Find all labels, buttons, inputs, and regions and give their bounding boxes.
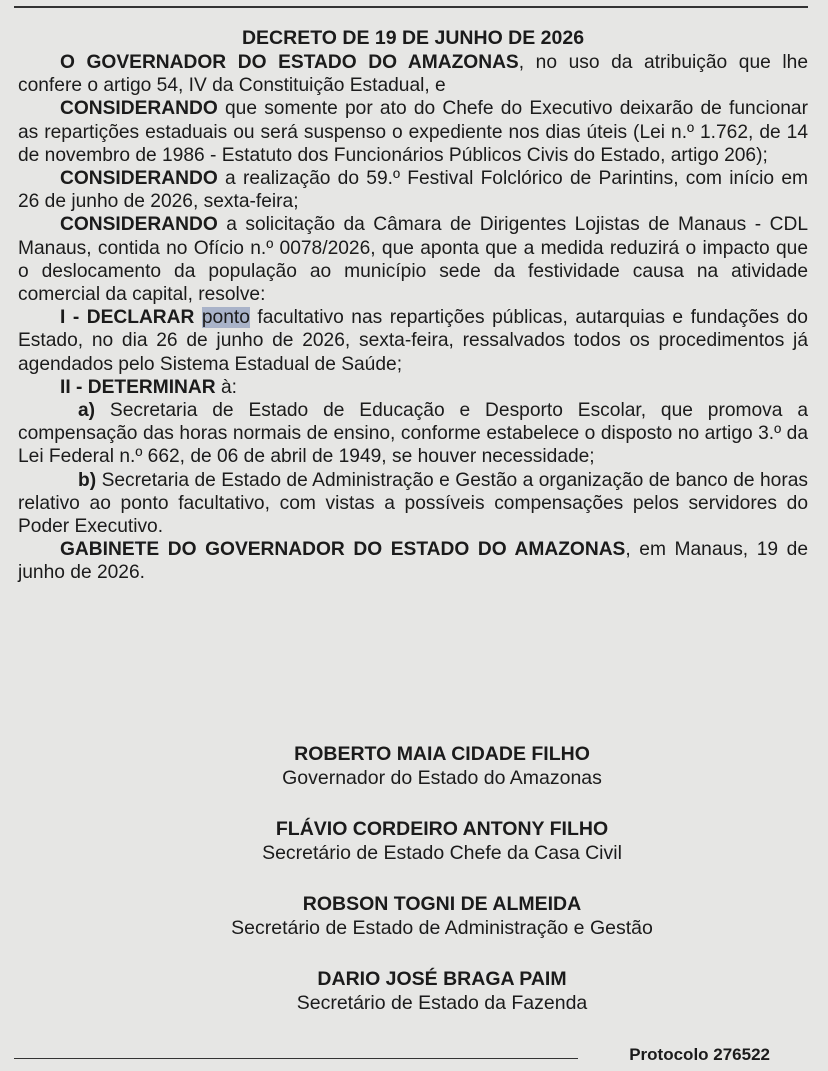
signatory-name: ROBERTO MAIA CIDADE FILHO [294,743,590,765]
signatory-role: Secretário de Estado da Fazenda [296,992,588,1014]
top-rule [14,6,808,8]
signature-2 [0,818,828,865]
considerando-paragraph-3 [18,213,808,306]
item-letter: b) [78,469,97,491]
closing-bold: GABINETE DO GOVERNADOR DO ESTADO DO AMAZONAS [60,539,626,561]
considerando-text: que somente por ato do Chefe do Executivo deixarão de funcionar as repartições estaduais ou será suspenso o expediente nos dias úteis (Lei n.º 1.762, de 14 de novembro de 1986 - Estatuto dos Funcionários Públicos Civis do Estado, artigo 206); [18,98,808,166]
considerando-text: a realização do 59.º Festival Folclórico de Parintins, com início em 26 de junho de 2026, sexta-feira; [18,168,808,213]
item-text: Secretaria de Estado de Administração e Gestão a organização de banco de horas relativo ao ponto facultativo, com vistas a possíveis compensações pelos servidores do Poder Executivo. [18,469,808,538]
item-letter: a) [78,400,96,422]
decree-title: DECRETO DE 19 DE JUNHO DE 2026 [241,27,585,49]
signatory-role: Secretário de Estado de Administração e Gestão [231,917,653,939]
signatory-name: ROBSON TOGNI DE ALMEIDA [302,893,582,915]
considerando-bold: CONSIDERANDO [60,214,218,236]
signature-3 [0,893,828,940]
article-ii-paragraph [18,376,808,399]
signature-4 [0,968,828,1015]
article-i-text: facultativo nas repartições públicas, autarquias e fundações do Estado, no dia 26 de junho de 2026, sexta-feira, ressalvados todos os procedimentos já agendados pelo Sistema Estadual de Saúde; [18,307,808,375]
preamble-text: , no uso da atribuição que lhe confere o artigo 54, IV da Constituição Estadual, e [18,52,808,97]
considerando-paragraph-1 [18,97,808,167]
bottom-rule [14,1058,578,1059]
item-b-paragraph [18,469,808,539]
item-a-paragraph [18,399,808,469]
closing-paragraph [18,538,808,584]
considerando-bold: CONSIDERANDO [60,168,218,190]
signatory-role: Governador do Estado do Amazonas [282,767,602,789]
protocol-number: Protocolo 276522 [629,1045,770,1064]
article-ii-bold: II - DETERMINAR [60,376,216,398]
signature-block [0,743,828,1043]
considerando-text: a solicitação da Câmara de Dirigentes Lojistas de Manaus - CDL Manaus, contida no Ofício n.º 0078/2026, que aponta que a medida reduzirá o impacto que o deslocamento da população ao município sede da festividade causa na atividade comercial da capital, resolve: [18,214,808,306]
signatory-name: DARIO JOSÉ BRAGA PAIM [317,968,567,990]
item-text: Secretaria de Estado de Educação e Desporto Escolar, que promova a compensação das horas normais de ensino, conforme estabelece o disposto no artigo 3.º da Lei Federal n.º 662, de 06 de abril de 1949, se houver necessidade; [18,400,808,468]
preamble-paragraph [18,51,808,97]
signatory-name: FLÁVIO CORDEIRO ANTONY FILHO [275,818,609,840]
article-ii-text: à: [215,376,237,398]
decree-body [18,26,808,585]
closing-text: , em Manaus, 19 de junho de 2026. [18,539,808,584]
preamble-bold: O GOVERNADOR DO ESTADO DO AMAZONAS [60,52,519,73]
highlighted-word[interactable]: ponto [201,307,250,329]
article-i-paragraph [18,306,808,376]
signature-1 [0,743,828,790]
considerando-paragraph-2 [18,167,808,213]
signatory-role: Secretário de Estado Chefe da Casa Civil [262,842,622,864]
article-i-bold: I - DECLARAR [60,307,195,329]
considerando-bold: CONSIDERANDO [60,98,218,120]
